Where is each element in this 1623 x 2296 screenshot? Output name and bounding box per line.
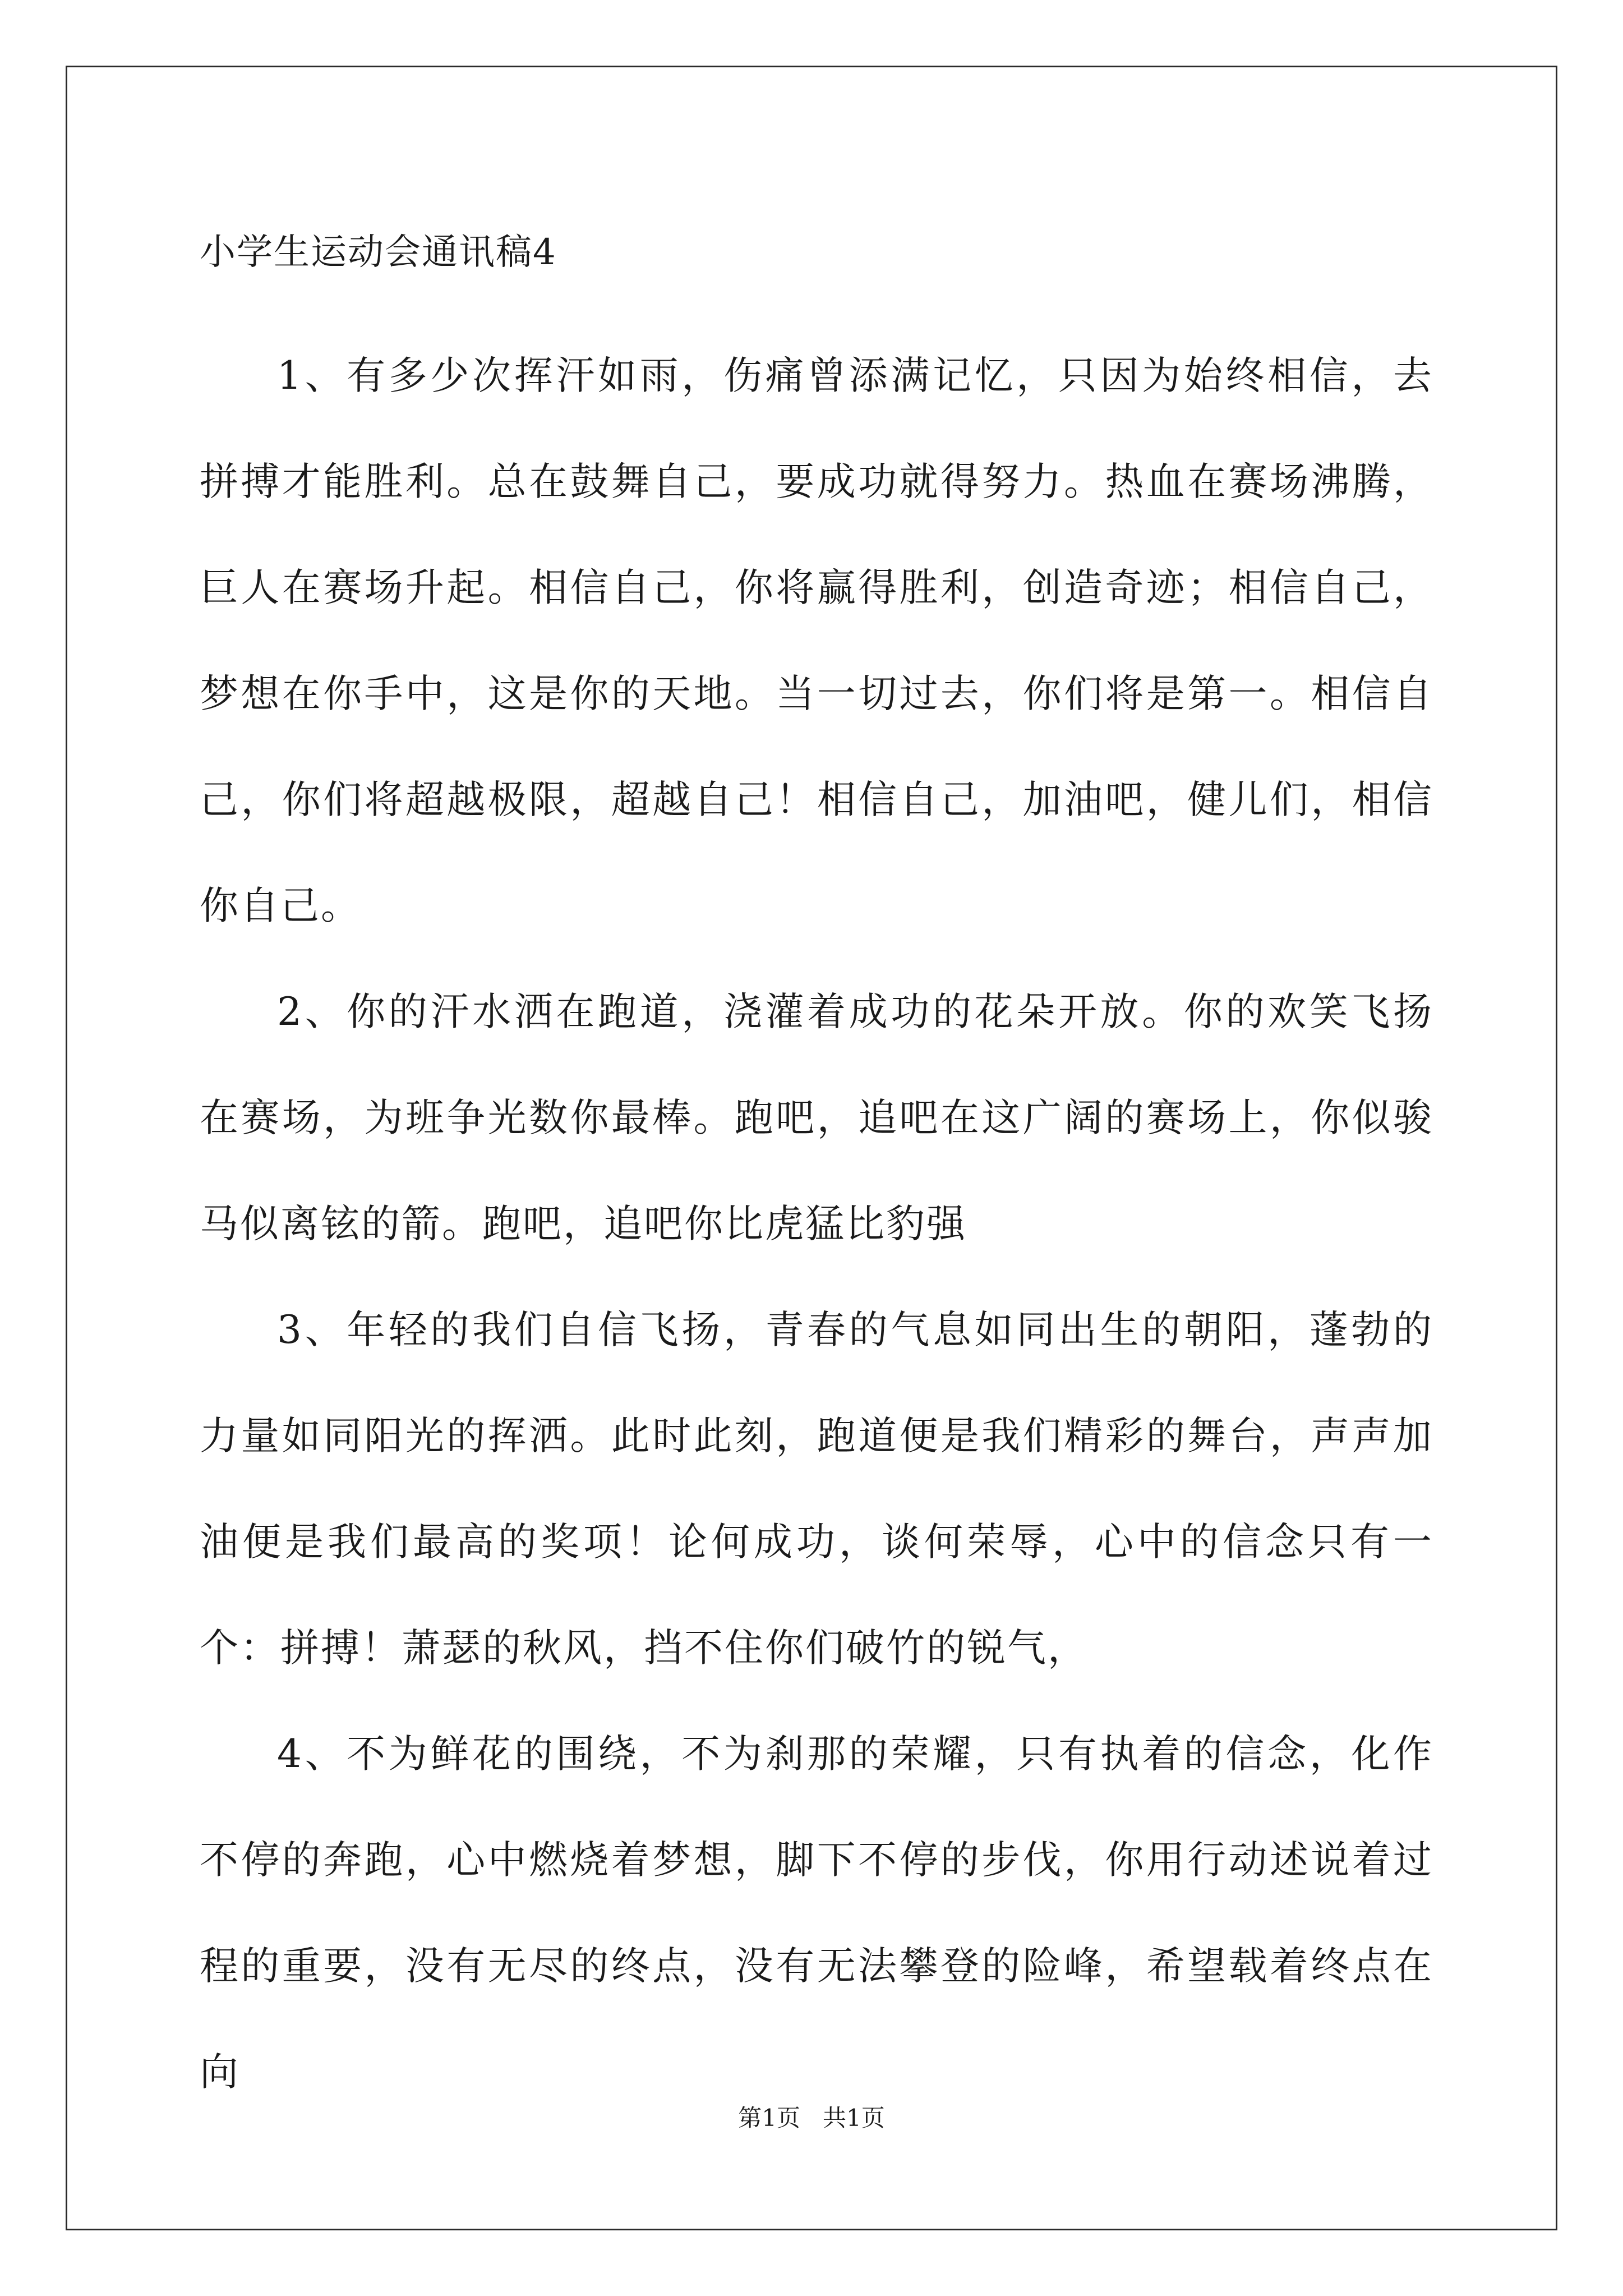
page-number: 第1页 xyxy=(738,2104,800,2132)
paragraph-3: 3、年轻的我们自信飞扬，青春的气息如同出生的朝阳，蓬勃的力量如同阳光的挥洒。此时此刻，跑道便是我们精彩的舞台，声声加油便是我们最高的奖项！论何成功，谈何荣辱，心中的信念只有一个：拼搏！萧瑟的秋风，挡不住你们破竹的锐气， xyxy=(200,1308,1433,1671)
page-footer xyxy=(0,2102,1623,2134)
document-title: 小学生运动会通讯稿4 xyxy=(200,232,557,273)
document-body xyxy=(200,224,1433,2125)
paragraph-1: 1、有多少次挥汗如雨，伤痛曾添满记忆，只因为始终相信，去拼搏才能胜利。总在鼓舞自己，要成功就得努力。热血在赛场沸腾，巨人在赛场升起。相信自己，你将赢得胜利，创造奇迹；相信自己，梦想在你手中，这是你的天地。当一切过去，你们将是第一。相信自己，你们将超越极限，超越自己！相信自己，加油吧，健儿们，相信你自己。 xyxy=(200,353,1433,928)
paragraph-4: 4、不为鲜花的围绕，不为刹那的荣耀，只有执着的信念，化作不停的奔跑，心中燃烧着梦想，脚下不停的步伐，你用行动述说着过程的重要，没有无尽的终点，没有无法攀登的险峰，希望载着终点在向 xyxy=(200,1732,1433,2095)
paragraph-2: 2、你的汗水洒在跑道，浇灌着成功的花朵开放。你的欢笑飞扬在赛场，为班争光数你最棒。跑吧，追吧在这广阔的赛场上，你似骏马似离铉的箭。跑吧，追吧你比虎猛比豹强 xyxy=(200,990,1433,1246)
page-total: 共1页 xyxy=(823,2104,885,2132)
